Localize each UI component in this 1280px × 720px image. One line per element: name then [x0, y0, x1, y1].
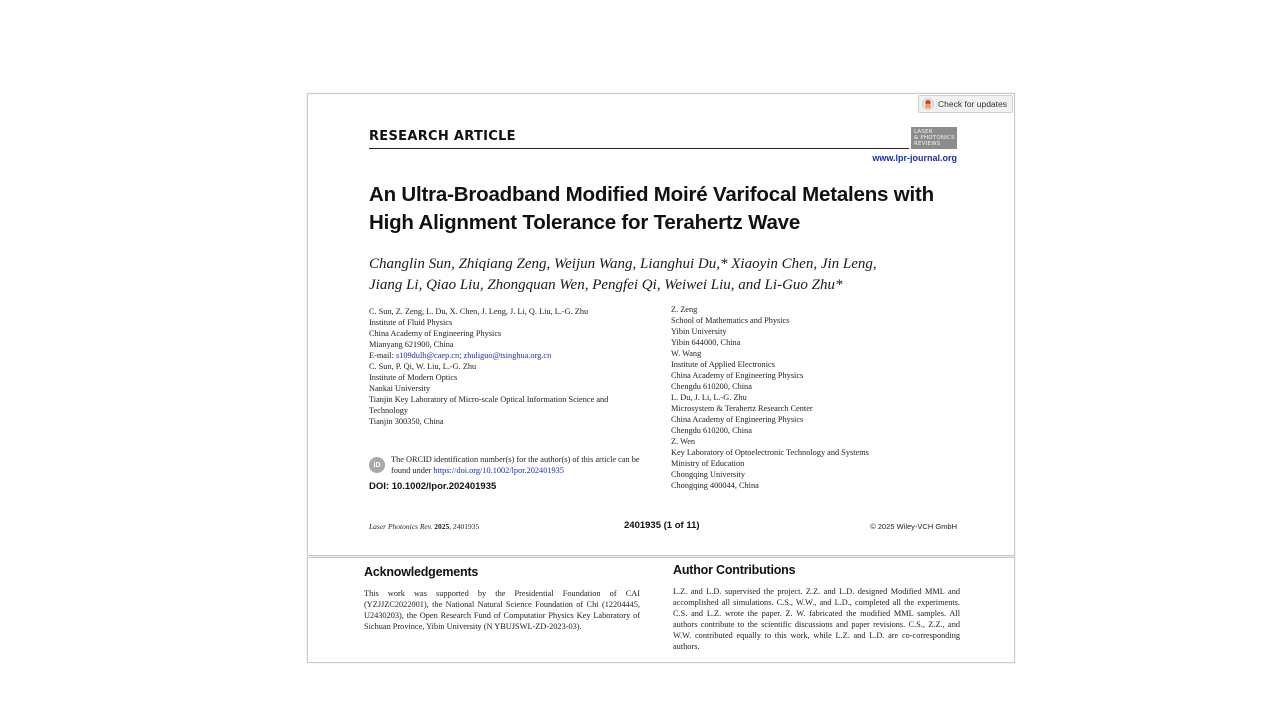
- affiliation-line: Yibin 644000, China: [671, 338, 741, 347]
- acknowledgements-heading: Acknowledgements: [364, 565, 479, 579]
- affiliation-names: Z. Wen: [671, 437, 696, 446]
- check-for-updates-label: Check for updates: [938, 99, 1007, 109]
- author-list: [369, 254, 929, 296]
- affiliation-line: Yibin University: [671, 327, 727, 336]
- affiliation-line: Ministry of Education: [671, 459, 745, 468]
- email-line: [369, 350, 649, 361]
- acknowledgements-text: This work was supported by the Presidential Foundation of CAI (YZJJZC2022001), the National Natural Science Foundation of Chi (12204445, U2430203), the Open Research Fund of Computatior Physics Key Laboratory of Sichuan Province, Yibin University (N YBUJSWL-ZD-2023-03).: [364, 589, 640, 631]
- footer-journal: Laser Photonics Rev.: [369, 522, 433, 531]
- journal-logo-line: & PHOTONICS: [914, 135, 955, 141]
- affiliation-line: Chongqing 400044, China: [671, 481, 759, 490]
- footer-citation: [369, 522, 479, 531]
- journal-url-link[interactable]: www.lpr-journal.org: [872, 153, 957, 163]
- footer-year: 2025: [434, 522, 450, 531]
- affiliation-names: C. Sun, P. Qi, W. Liu, L.-G. Zhu: [369, 362, 477, 371]
- footer-page-number: 2401935 (1 of 11): [624, 520, 700, 531]
- affiliation-line: China Academy of Engineering Physics: [671, 415, 804, 424]
- email-link-1[interactable]: s109dulh@caep.cn: [395, 351, 460, 360]
- email-separator: ;: [459, 351, 464, 360]
- affiliation-line: Tianjin Key Laboratory of Micro-scale Optical Information Science and Technology: [369, 395, 609, 415]
- footer-article-no: , 2401935: [449, 522, 480, 531]
- title-line: High Alignment Tolerance for Terahertz Wave: [369, 211, 801, 234]
- author-line: Changlin Sun, Zhiqiang Zeng, Weijun Wang, Lianghui Du,* Xiaoyin Chen, Jin Leng,: [369, 256, 877, 272]
- affiliation-line: China Academy of Engineering Physics: [369, 329, 502, 338]
- doi-label: DOI: 10.1002/lpor.202401935: [369, 481, 497, 492]
- orcid-doi-link[interactable]: https://doi.org/10.1002/lpor.202401935: [433, 466, 564, 475]
- author-contributions-section: [673, 563, 960, 652]
- author-contributions-heading: Author Contributions: [673, 563, 796, 577]
- affiliation-line: Institute of Applied Electronics: [671, 360, 775, 369]
- email-link-2[interactable]: zhuliguo@tsinghua.org.cn: [463, 351, 552, 360]
- pdf-page-excerpt: [307, 557, 1015, 663]
- footer-copyright: © 2025 Wiley-VCH GmbH: [870, 522, 957, 531]
- paper-title: [369, 181, 969, 237]
- author-contributions-text: L.Z. and L.D. supervised the project. Z.Z. and L.D. designed Modified MML and accomplished all simulations. C.S., W.W., and L.D., completed all the experiments. C.S. and L.Z. wrote the paper. Z. W. fabricated the modified MML samples. All authors contribute to the scientific discussions and paper revisions. C.S., Z.Z., and W.W. contributed equally to this work, while L.Z. and L.D. are co-corresponding authors.: [673, 587, 960, 651]
- crossmark-icon: [922, 98, 934, 110]
- orcid-note: [369, 454, 659, 476]
- orcid-description: The ORCID identification number(s) for the author(s) of this article can be found under: [391, 455, 640, 475]
- affiliation-line: Nankai University: [369, 384, 431, 393]
- journal-logo-line: REVIEWS: [914, 141, 941, 147]
- affiliation-line: Institute of Fluid Physics: [369, 318, 453, 327]
- article-type-label: RESEARCH ARTICLE: [369, 129, 516, 144]
- email-label: E-mail:: [369, 351, 396, 360]
- acknowledgements-section: [364, 565, 640, 632]
- affiliation-names: L. Du, J. Li, L.-G. Zhu: [671, 393, 747, 402]
- affiliations-right: [671, 304, 961, 491]
- affiliation-line: China Academy of Engineering Physics: [671, 371, 804, 380]
- affiliation-line: Key Laboratory of Optoelectronic Technology and Systems: [671, 448, 869, 457]
- title-line: An Ultra-Broadband Modified Moiré Varifocal Metalens with: [369, 183, 934, 206]
- journal-logo-line: LASER: [914, 129, 933, 135]
- affiliation-line: Chongqing University: [671, 470, 745, 479]
- affiliation-line: Mianyang 621900, China: [369, 340, 454, 349]
- orcid-text: [391, 454, 659, 476]
- affiliation-line: Institute of Modern Optics: [369, 373, 458, 382]
- orcid-icon: iD: [369, 457, 385, 473]
- pdf-page-1: [307, 93, 1015, 556]
- article-header-rule: [369, 127, 909, 149]
- affiliation-line: Tianjin 300350, China: [369, 417, 444, 426]
- affiliation-line: Microsystem & Terahertz Research Center: [671, 404, 813, 413]
- journal-logo: [911, 127, 957, 149]
- affiliation-line: Chengdu 610200, China: [671, 382, 752, 391]
- affiliation-line: School of Mathematics and Physics: [671, 316, 790, 325]
- affiliations-left: [369, 306, 649, 427]
- affiliation-names: C. Sun, Z. Zeng, L. Du, X. Chen, J. Leng, J. Li, Q. Liu, L.-G. Zhu: [369, 307, 589, 316]
- affiliation-names: Z. Zeng: [671, 305, 698, 314]
- affiliation-names: W. Wang: [671, 349, 702, 358]
- affiliation-line: Chengdu 610200, China: [671, 426, 752, 435]
- check-for-updates-button[interactable]: [918, 95, 1013, 113]
- author-line: Jiang Li, Qiao Liu, Zhongquan Wen, Pengfei Qi, Weiwei Liu, and Li-Guo Zhu*: [369, 277, 843, 293]
